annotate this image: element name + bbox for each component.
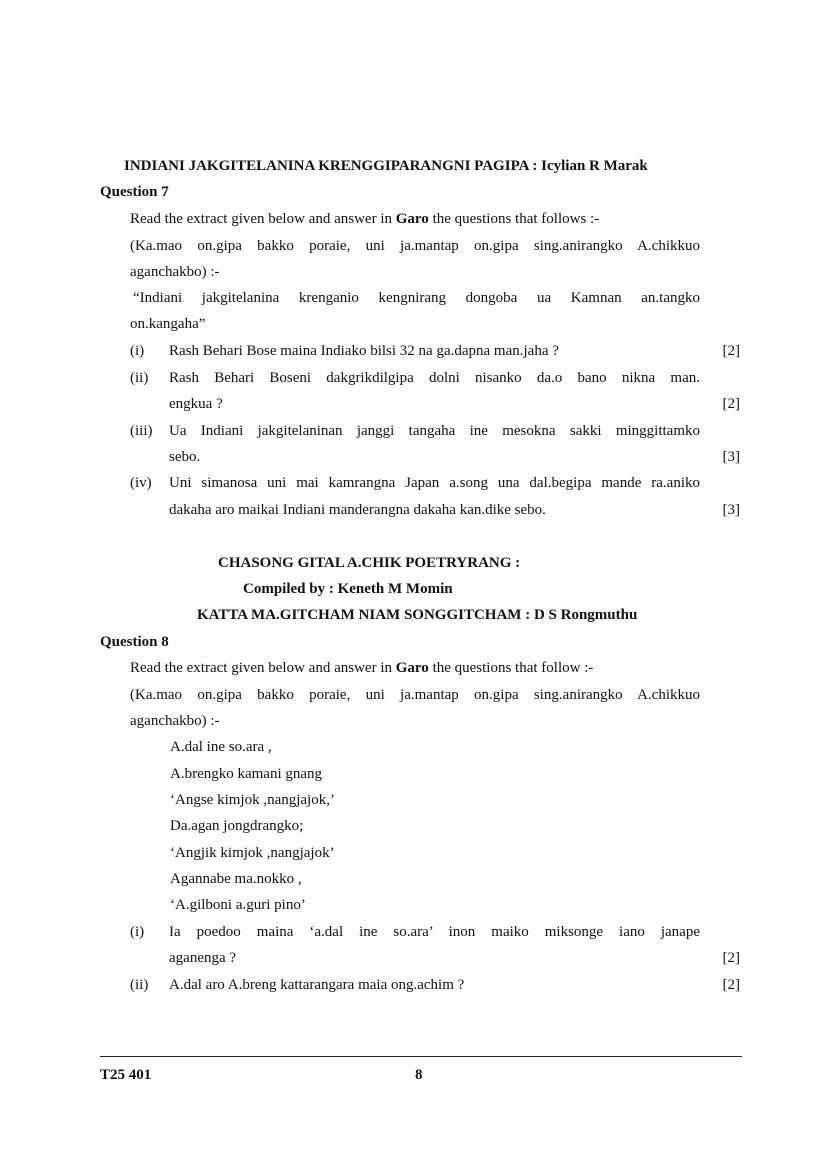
- poem-line: A.brengko kamani gnang: [170, 766, 323, 782]
- garo-instruction-line: (Ka.mao on.gipa bakko poraie, uni ja.mantap on.gipa sing.anirangko A.chikkuo: [130, 687, 700, 703]
- sub-question-text: A.dal aro A.breng kattarangara maia ong.achim ?: [169, 977, 465, 993]
- sub-question-number: (i): [130, 924, 145, 940]
- poem-line: Da.agan jongdrangko;: [170, 818, 304, 834]
- sub-question-number: (iv): [130, 475, 152, 491]
- instruction-suffix: the questions that follow :-: [428, 660, 594, 676]
- poem-line: Agannabe ma.nokko ,: [170, 871, 302, 887]
- sub-question-text: Ua Indiani jakgitelaninan janggi tangaha ine mesokna sakki minggittamko: [169, 423, 700, 439]
- marks: [2]: [722, 343, 740, 359]
- question-label: Question 7: [100, 184, 169, 200]
- garo-instruction-line: (Ka.mao on.gipa bakko poraie, uni ja.mantap on.gipa sing.anirangko A.chikkuo: [130, 238, 700, 254]
- poem-line: ‘Angjik kimjok ,nangjajok’: [170, 845, 335, 861]
- marks: [3]: [722, 502, 740, 518]
- instruction-prefix: Read the extract given below and answer in: [130, 211, 396, 227]
- instruction-prefix: Read the extract given below and answer in: [130, 660, 396, 676]
- poem-heading: KATTA MA.GITCHAM NIAM SONGGITCHAM : D S Rongmuthu: [197, 607, 638, 623]
- sub-question-number: (ii): [130, 370, 149, 386]
- sub-question-text: Uni simanosa uni mai kamrangna Japan a.song una dal.begipa mande ra.aniko: [169, 475, 700, 491]
- sub-question-text: dakaha aro maikai Indiani manderangna dakaha kan.dike sebo.: [169, 502, 546, 518]
- marks: [2]: [722, 950, 740, 966]
- sub-question-text: aganenga ?: [169, 950, 237, 966]
- sub-question-text: Ia poedoo maina ‘a.dal ine so.ara’ inon maiko miksonge iano janape: [169, 924, 700, 940]
- instruction: [130, 659, 593, 677]
- marks: [2]: [722, 977, 740, 993]
- marks: [2]: [722, 396, 740, 412]
- instruction-language: Garo: [395, 660, 429, 676]
- page-number: 8: [415, 1067, 423, 1083]
- question-label: Question 8: [100, 634, 169, 650]
- sub-question-text: sebo.: [169, 449, 201, 465]
- section-heading: INDIANI JAKGITELANINA KRENGGIPARANGNI PAGIPA : Icylian R Marak: [124, 158, 648, 174]
- instruction-language: Garo: [395, 211, 429, 227]
- extract-line: “Indiani jakgitelanina krenganio kengnirang dongoba ua Kamnan an.tangko: [133, 290, 700, 306]
- poem-line: A.dal ine so.ara ,: [170, 739, 272, 755]
- paper-code: T25 401: [100, 1067, 152, 1083]
- sub-question-number: (ii): [130, 977, 149, 993]
- poem-line: ‘Angse kimjok ,nangjajok,’: [170, 792, 335, 808]
- sub-question-text: engkua ?: [169, 396, 223, 412]
- poem-line: ‘A.gilboni a.guri pino’: [170, 897, 306, 913]
- garo-instruction-line: aganchakbo) :-: [130, 713, 220, 729]
- section-heading: CHASONG GITAL A.CHIK POETRYRANG :: [218, 555, 521, 571]
- sub-question-number: (iii): [130, 423, 153, 439]
- instruction-suffix: the questions that follows :-: [428, 211, 600, 227]
- footer-divider: [100, 1056, 742, 1057]
- sub-question-text: Rash Behari Boseni dakgrikdilgipa dolni nisanko da.o bano nikna man.: [169, 370, 700, 386]
- sub-question-number: (i): [130, 343, 145, 359]
- garo-instruction-line: aganchakbo) :-: [130, 264, 220, 280]
- extract-line: on.kangaha”: [130, 316, 206, 332]
- compiler-line: Compiled by : Keneth M Momin: [243, 581, 453, 597]
- instruction: [130, 210, 599, 228]
- sub-question-text: Rash Behari Bose maina Indiako bilsi 32 na ga.dapna man.jaha ?: [169, 343, 559, 359]
- marks: [3]: [722, 449, 740, 465]
